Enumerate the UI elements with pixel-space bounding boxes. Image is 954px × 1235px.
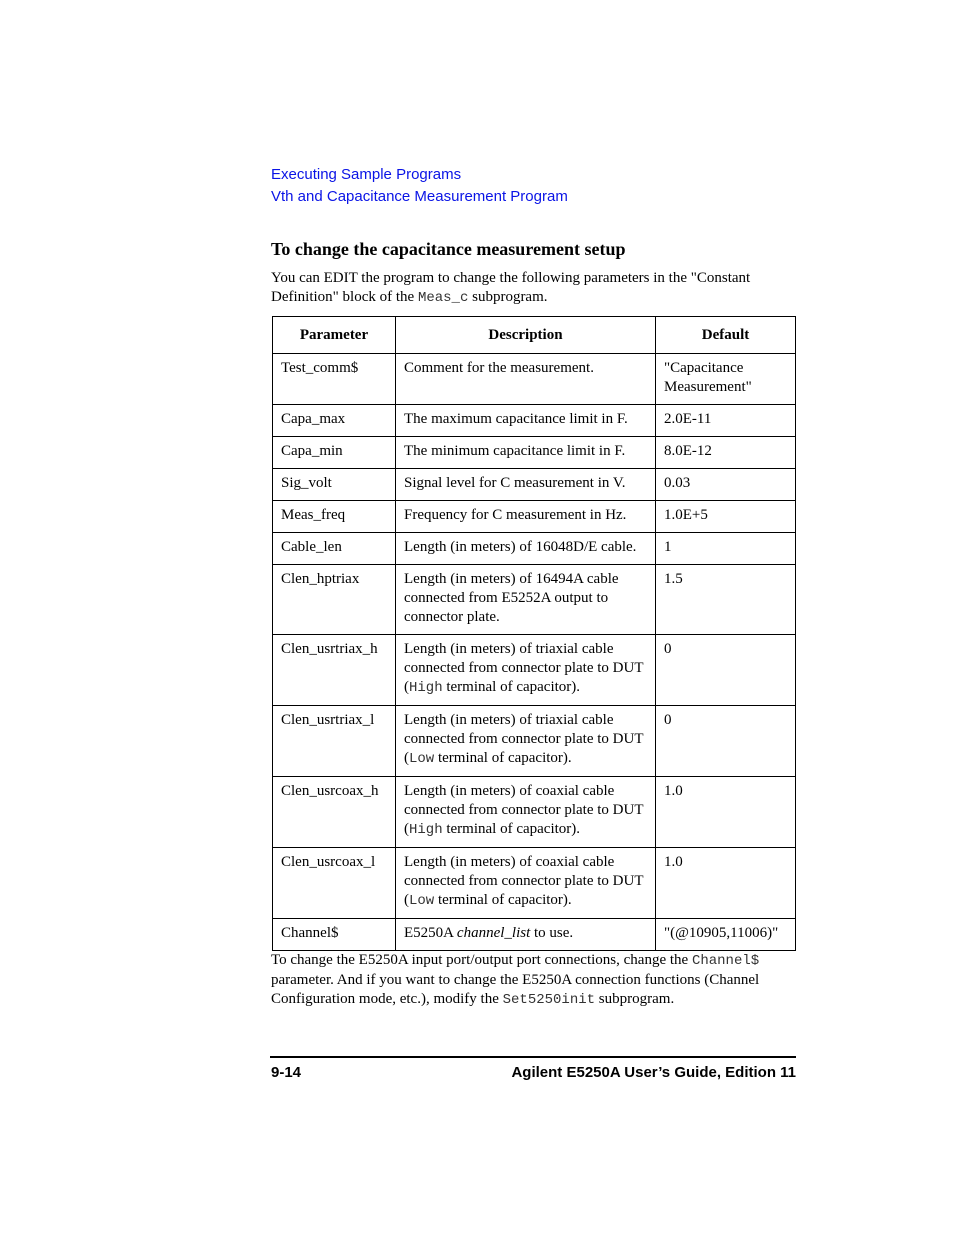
table-row [273,533,796,565]
description-cell: Length (in meters) of 16048D/E cable. [396,533,656,565]
param-cell: Cable_len [273,533,396,565]
description-text: E5250A [404,925,457,941]
description-text: Length (in meters) of coaxial cable connected from connector plate to DUT ( [404,854,644,908]
description-text: Length (in meters) of triaxial cable connected from connector plate to DUT ( [404,641,644,695]
default-cell: 0 [656,635,796,706]
table-row [273,354,796,405]
outro-text-3: subprogram. [595,991,675,1007]
default-cell: 1.5 [656,565,796,635]
description-cell: Length (in meters) of 16494A cable connected from E5252A output to connector plate. [396,565,656,635]
description-text: terminal of capacitor). [442,679,581,695]
breadcrumb-section[interactable]: Vth and Capacitance Measurement Program [271,188,568,205]
footer-rule [270,1056,796,1058]
breadcrumb-chapter[interactable]: Executing Sample Programs [271,166,462,183]
table-row [273,469,796,501]
outro-paragraph [271,951,796,1010]
description-text: terminal of capacitor). [434,892,572,908]
guide-title: Agilent E5250A User’s Guide, Edition 11 [511,1064,796,1081]
default-cell: "(@10905,11006)" [656,919,796,951]
outro-text-1: To change the E5250A input port/output port connections, change the [271,952,692,968]
description-cell [396,777,656,848]
default-cell: 0.03 [656,469,796,501]
param-cell: Capa_max [273,405,396,437]
default-cell: 0 [656,706,796,777]
description-cell [396,848,656,919]
intro-text-1: You can EDIT the program to change the following parameters in the "Constant Definition" block of the [271,270,751,305]
default-cell: 1 [656,533,796,565]
param-cell: Clen_usrcoax_h [273,777,396,848]
default-cell: "Capacitance Measurement" [656,354,796,405]
table-row [273,501,796,533]
description-text: terminal of capacitor). [434,750,572,766]
param-cell: Channel$ [273,919,396,951]
table-header-row [273,317,796,354]
section-title: To change the capacitance measurement setup [271,239,626,259]
description-cell: Frequency for C measurement in Hz. [396,501,656,533]
terminal-code: High [409,680,443,696]
param-cell: Sig_volt [273,469,396,501]
description-cell: Comment for the measurement. [396,354,656,405]
description-cell: The maximum capacitance limit in F. [396,405,656,437]
table-row [273,919,796,951]
param-cell: Meas_freq [273,501,396,533]
param-cell: Capa_min [273,437,396,469]
param-cell: Clen_hptriax [273,565,396,635]
description-cell: The minimum capacitance limit in F. [396,437,656,469]
table-row [273,706,796,777]
param-cell: Clen_usrtriax_h [273,635,396,706]
default-cell: 1.0E+5 [656,501,796,533]
table-row [273,437,796,469]
description-cell: Signal level for C measurement in V. [396,469,656,501]
description-cell [396,919,656,951]
terminal-code: Low [409,893,435,909]
channel-list-term: channel_list [456,925,531,941]
outro-text-2: parameter. And if you want to change the E5250A connection functions (Channel Configuration mode, etc.), modify the [271,972,760,1007]
page-number: 9-14 [271,1064,302,1081]
table-row [273,635,796,706]
intro-code: Meas_c [417,290,469,306]
table-row [273,565,796,635]
terminal-code: Low [409,751,435,767]
description-text: Length (in meters) of coaxial cable connected from connector plate to DUT ( [404,783,644,837]
description-cell [396,635,656,706]
param-cell: Test_comm$ [273,354,396,405]
default-cell: 1.0 [656,848,796,919]
default-cell: 2.0E-11 [656,405,796,437]
outro-code-2: Set5250init [502,992,596,1008]
header-parameter: Parameter [273,317,396,354]
description-cell [396,706,656,777]
param-cell: Clen_usrcoax_l [273,848,396,919]
outro-code-1: Channel$ [691,953,760,969]
terminal-code: High [409,822,443,838]
intro-text-2: subprogram. [468,289,548,305]
default-cell: 8.0E-12 [656,437,796,469]
param-cell: Clen_usrtriax_l [273,706,396,777]
table-row [273,405,796,437]
header-description: Description [396,317,656,354]
table-row [273,848,796,919]
table-row [273,777,796,848]
default-cell: 1.0 [656,777,796,848]
description-text: terminal of capacitor). [442,821,581,837]
description-text: Length (in meters) of triaxial cable connected from connector plate to DUT ( [404,712,644,766]
intro-paragraph [271,269,796,308]
description-text: to use. [530,925,574,941]
header-default: Default [656,317,796,354]
parameter-table [272,316,796,951]
